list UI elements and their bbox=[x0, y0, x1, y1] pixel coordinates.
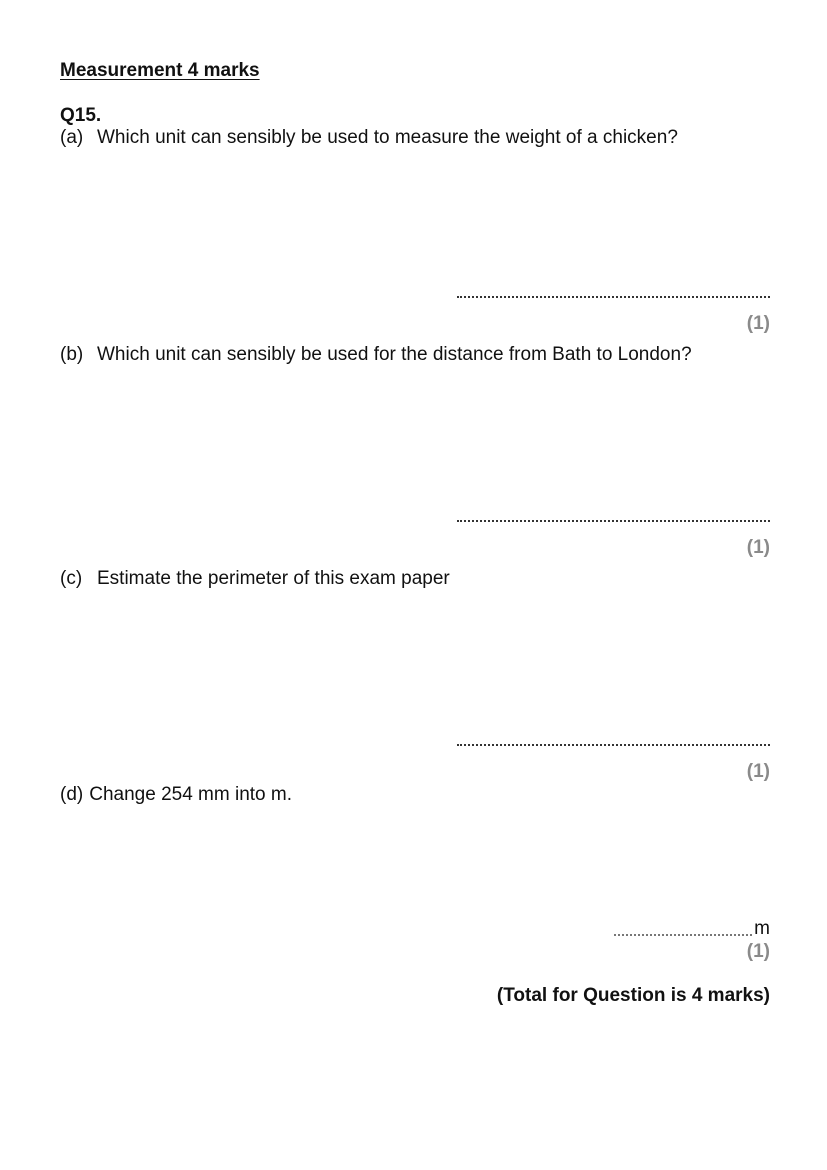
question-part-a bbox=[60, 127, 678, 149]
part-text: Which unit can sensibly be used for the distance from Bath to London? bbox=[97, 344, 692, 365]
section-heading: Measurement 4 marks bbox=[60, 60, 260, 81]
answer-line-c[interactable] bbox=[457, 744, 770, 746]
marks-b: (1) bbox=[746, 537, 770, 558]
marks-d: (1) bbox=[746, 941, 770, 962]
part-label: (a) bbox=[60, 127, 84, 148]
part-text: Estimate the perimeter of this exam paper bbox=[97, 568, 450, 589]
part-text: Which unit can sensibly be used to measure the weight of a chicken? bbox=[97, 127, 678, 148]
question-part-c bbox=[60, 568, 450, 590]
answer-line-b[interactable] bbox=[457, 520, 770, 522]
part-label: (c) bbox=[60, 568, 83, 589]
marks-c: (1) bbox=[746, 761, 770, 782]
question-part-d bbox=[60, 784, 292, 806]
answer-unit: m bbox=[754, 918, 770, 939]
part-text: Change 254 mm into m. bbox=[89, 784, 292, 805]
answer-line-a[interactable] bbox=[457, 296, 770, 298]
part-label: (b) bbox=[60, 344, 84, 365]
question-total: (Total for Question is 4 marks) bbox=[496, 985, 770, 1006]
part-label: (d) bbox=[60, 784, 84, 805]
marks-a: (1) bbox=[746, 313, 770, 334]
answer-dots[interactable] bbox=[614, 934, 752, 936]
answer-line-d[interactable] bbox=[614, 918, 770, 940]
question-number: Q15. bbox=[60, 105, 102, 126]
question-part-b bbox=[60, 344, 692, 366]
